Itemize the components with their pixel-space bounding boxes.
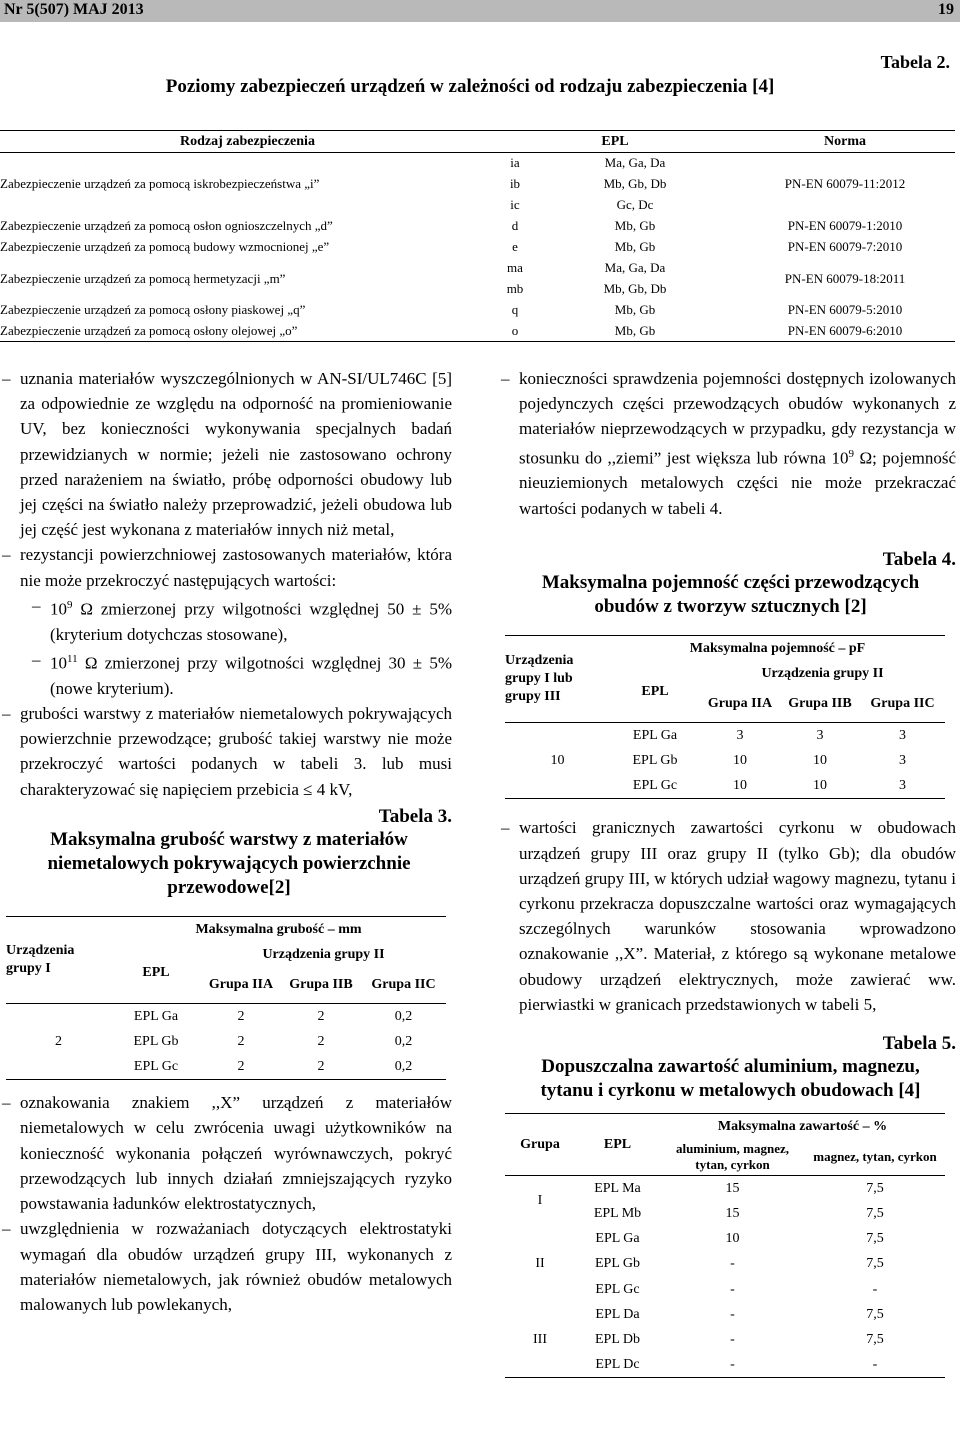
table5-group-header: Grupa (520, 1136, 560, 1152)
table2-row-type: Zabezpieczenie urządzeń za pomocą osłony piaskowej „q” (0, 302, 306, 317)
table3-cell: EPL Gb (133, 1033, 179, 1049)
table5-epl-header: EPL (603, 1136, 632, 1152)
table2-row-norm: PN-EN 60079-1:2010 (787, 218, 903, 233)
table3-group1-header: Urządzenia grupy I (6, 942, 75, 976)
table4-cell: EPL Gb (632, 752, 678, 768)
table2-row-code: d (511, 218, 519, 233)
table5-group-name: I (537, 1193, 543, 1209)
table3-iia-header: Grupa IIA (208, 977, 274, 993)
issue-label: Nr 5(507) MAJ 2013 (4, 1, 144, 18)
table4-cell: 3 (899, 727, 906, 743)
table3-iic-header: Grupa IIC (371, 977, 436, 993)
table3 (6, 916, 446, 1081)
list-item: – wartości granicznych zawartości cyrkonu w obudowach urządzeń grupy III oraz grupy II (tylko Gb); dla obudów urządzeń grupy III, w których udział wagowy magnezu, tytanu i cyrkonu przekracza dopuszczalne wartości oraz wymagających szczególnych warunków stosowania wprowadzono oznakowanie ,,X”. Materiał, z którego są wykonane metalowe obudowy urządzeń elektrycznych, może zawierać ww. pierwiastki w granicach przedstawionych w tabeli 5, (505, 815, 956, 1017)
table2-row-code: e (512, 239, 518, 254)
table4-title: Maksymalna pojemność części przewodzących obudów z tworzyw sztucznych [2] (541, 571, 920, 617)
table5-cell: EPL Mb (593, 1205, 642, 1221)
table4-cell: 10 (813, 752, 827, 768)
table2-header-norm: Norma (824, 133, 866, 149)
table5-title: Dopuszczalna zawartość aluminium, magnezu, tytanu i cyrkonu w metalowych obudowach [4] (540, 1056, 921, 1102)
table2-row-type: Zabezpieczenie urządzeń za pomocą budowy wzmocnionej „e” (0, 239, 330, 254)
table2-row-code: ic (510, 197, 520, 212)
table4-cell: 3 (736, 727, 744, 743)
table5-cell: - (730, 1357, 735, 1373)
table5-group-name: III (533, 1331, 547, 1347)
table4-group2-header: Urządzenia grupy II (761, 666, 884, 682)
table3-cell: 2 (317, 1059, 325, 1075)
table5-cell: EPL Gb (595, 1256, 640, 1272)
table5-cell: 7,5 (866, 1180, 884, 1196)
sub-item (6, 593, 452, 647)
table5-cell: 7,5 (866, 1256, 884, 1272)
table2-row-code: o (511, 322, 519, 338)
table4-cell: 3 (816, 727, 824, 743)
sub-item-base: 10 (50, 599, 67, 619)
table2-row-epl: Mb, Gb, Db (603, 176, 667, 191)
table2-row-norm: PN-EN 60079-5:2010 (787, 302, 903, 317)
table5-cell: - (730, 1306, 735, 1322)
table2-row-type: Zabezpieczenie urządzeń za pomocą osłon ognioszczelnych „d” (0, 218, 333, 233)
table3-cell: EPL Gc (133, 1059, 179, 1075)
table5 (505, 1113, 945, 1378)
table3-title: Maksymalna grubość warstwy z materiałów niemetalowych pokrywających powierzchnie przewodowe[2] (47, 828, 411, 898)
table2-row-norm: PN-EN 60079-7:2010 (787, 239, 903, 254)
table5-cell: - (730, 1331, 735, 1347)
table3-cell: EPL Ga (133, 1008, 179, 1024)
table4-cell: 10 (733, 752, 747, 768)
table2-row-epl: Mb, Gb, Db (603, 281, 667, 296)
table2-row-norm: PN-EN 60079-6:2010 (787, 322, 903, 338)
table4-max-header: Maksymalna pojemność – pF (689, 640, 866, 656)
table3-group2-header: Urządzenia grupy II (262, 946, 385, 962)
table5-cell: - (872, 1281, 878, 1297)
list-item-text: Ω; pojemność nieuziemionych metalowych części nie może przekraczać wartości podanych w tabeli 4. (519, 448, 956, 518)
table5-cell: EPL Ma (594, 1180, 641, 1196)
table2-row-epl: Mb, Gb (614, 239, 656, 254)
table2-row-epl: Ma, Ga, Da (604, 155, 666, 171)
table4-cell: 3 (899, 778, 906, 794)
table5-cell: 15 (725, 1205, 740, 1221)
sub-item-text: Ω zmierzonej przy wilgotności względnej 50 ± 5% (kryterium dotychczas stosowane), (50, 599, 452, 644)
table2-row-epl: Mb, Gb (614, 218, 656, 233)
table3-cell: 2 (317, 1008, 325, 1024)
table5-cell: 7,5 (866, 1306, 884, 1322)
table3-max-header: Maksymalna grubość – mm (195, 921, 362, 937)
table3-epl-header: EPL (142, 964, 170, 980)
table2-row-code: mb (506, 281, 524, 296)
left-column (6, 366, 452, 1317)
table2-row-code: ia (510, 155, 520, 171)
table2-row-norm: PN-EN 60079-11:2012 (784, 176, 906, 192)
list-item-text: konieczności sprawdzenia pojemności dostępnych izolowanych pojedynczych części przewodzących obudów wykonanych z materiałów nieprzewodzących w przypadku, gdy rezystancja w stosunku do ,,ziemi” jest większa lub równa 10 (519, 369, 956, 468)
table2-row-epl: Mb, Gb (614, 322, 656, 338)
table5-cell: 7,5 (866, 1331, 884, 1347)
table4-number: Tabela 4. (882, 548, 956, 570)
sub-item-base: 10 (50, 653, 67, 673)
list-item: – rezystancji powierzchniowej zastosowanych materiałów, która nie może przekroczyć następujących wartości: (6, 542, 452, 592)
table4-iib-header: Grupa IIB (788, 696, 852, 712)
table5-cell: 7,5 (866, 1231, 884, 1247)
sub-item (6, 647, 452, 701)
table3-cell: 2 (237, 1033, 245, 1049)
table5-cell: EPL Ga (595, 1231, 640, 1247)
table4-cell: EPL Gc (632, 778, 678, 794)
list-item-exponent: 9 (848, 447, 854, 460)
table2-row-type: Zabezpieczenie urządzeń za pomocą iskrobezpieczeństwa „i” (0, 176, 320, 192)
list-item: – uznania materiałów wyszczególnionych w AN-SI/UL746C [5] za odpowiednie ze względu na odporność na promieniowanie UV, bez konieczności wykonywania specjalnych badań przewidzianych w normie; jeżeli nie zastosowano ochrony przed narażeniem na światło, próbę odporności obudowy lub jej części na światło należy przeprowadzić, jeżeli obudowa lub jej część jest wykonana z materiałów innych niż metal, (6, 366, 452, 542)
table4-cell: EPL Ga (632, 727, 678, 743)
table2-title: Poziomy zabezpieczeń urządzeń w zależności od rodzaju zabezpieczenia [4] (165, 76, 775, 97)
table5-cell: EPL Db (595, 1331, 640, 1347)
list-item: – oznakowania znakiem ,,X” urządzeń z materiałów niemetalowych w celu zwrócenia uwagi użytkowników na konieczność wykonania połączeń wyrównawczych, pokryć przewodzących lub innych działań zmniejszających ryzyko powstawania ładunków elektrostatycznych, (6, 1090, 452, 1216)
table3-cell: 0,2 (394, 1008, 413, 1024)
table4-iia-header: Grupa IIA (707, 696, 773, 712)
table2-row-code: ib (509, 176, 521, 191)
sub-item-text: Ω zmierzonej przy wilgotności względnej 30 ± 5% (nowe kryterium). (50, 653, 452, 698)
table2-row-epl: Ma, Ga, Da (604, 260, 666, 275)
table4-epl-header: EPL (641, 683, 669, 699)
table2 (0, 130, 955, 342)
table2-header-epl: EPL (601, 133, 629, 149)
table3-number: Tabela 3. (378, 805, 452, 827)
table2-number: Tabela 2. (880, 52, 950, 72)
page-number: 19 (938, 1, 954, 18)
table5-col1-header: aluminium, magnez, tytan, cyrkon (675, 1140, 790, 1172)
table3-cell: 2 (317, 1033, 325, 1049)
table4-cell: 3 (899, 752, 906, 768)
table3-cell: 2 (237, 1008, 245, 1024)
sub-item-exponent: 9 (67, 598, 73, 611)
table2-row-code: q (511, 302, 519, 317)
table5-cell: 10 (725, 1231, 740, 1247)
table5-group-name: II (535, 1256, 545, 1272)
right-column (505, 366, 956, 1378)
table2-row-code: ma (507, 260, 523, 275)
table5-cell: EPL Da (595, 1306, 640, 1322)
table5-col2-header: magnez, tytan, cyrkon (813, 1148, 937, 1164)
table2-header-type: Rodzaj zabezpieczenia (180, 133, 315, 149)
list-item: – uwzględnienia w rozważaniach dotyczących elektrostatyki wymagań dla obudów urządzeń grupy III, wykonanych z materiałów niemetalowych, jak również obudów metalowych malowanych lub powlekanych, (6, 1216, 452, 1317)
table5-cell: 15 (725, 1180, 740, 1196)
table5-cell: - (730, 1281, 735, 1297)
table2-row-type: Zabezpieczenie urządzeń za pomocą hermetyzacji „m” (0, 270, 286, 286)
table5-cell: - (730, 1256, 735, 1272)
table3-group1-value: 2 (55, 1033, 62, 1049)
table4-cell: 10 (733, 778, 747, 794)
list-item (505, 366, 956, 521)
table2-row-norm: PN-EN 60079-18:2011 (784, 270, 906, 286)
table5-cell: 7,5 (866, 1205, 884, 1221)
table4-cell: 10 (813, 778, 827, 794)
page-header (0, 0, 960, 22)
table3-cell: 2 (237, 1059, 245, 1075)
table4 (505, 635, 945, 800)
table3-cell: 0,2 (394, 1059, 413, 1075)
table3-iib-header: Grupa IIB (289, 977, 353, 993)
sub-item-exponent: 11 (67, 652, 78, 665)
table5-number: Tabela 5. (882, 1033, 956, 1055)
table2-row-epl: Gc, Dc (616, 197, 654, 212)
table2-row-type: Zabezpieczenie urządzeń za pomocą osłony olejowej „o” (0, 322, 298, 338)
table2-row-epl: Mb, Gb (614, 302, 656, 317)
table4-group1-value: 10 (550, 752, 565, 768)
table5-max-header: Maksymalna zawartość – % (717, 1119, 888, 1135)
table5-cell: EPL Gc (595, 1281, 640, 1297)
list-item: – grubości warstwy z materiałów niemetalowych pokrywających powierzchnie przewodzące; grubość takiej warstwy nie może przekroczyć wartości podanych w tabeli 3. lub musi charakteryzować się napięciem przebicia ≤ 4 kV, (6, 701, 452, 802)
table4-group1-header: Urządzenia grupy I lub grupy III (505, 652, 574, 704)
table3-cell: 0,2 (394, 1033, 413, 1049)
table4-iic-header: Grupa IIC (870, 696, 935, 712)
table5-cell: - (872, 1357, 878, 1373)
table5-cell: EPL Dc (595, 1357, 640, 1373)
